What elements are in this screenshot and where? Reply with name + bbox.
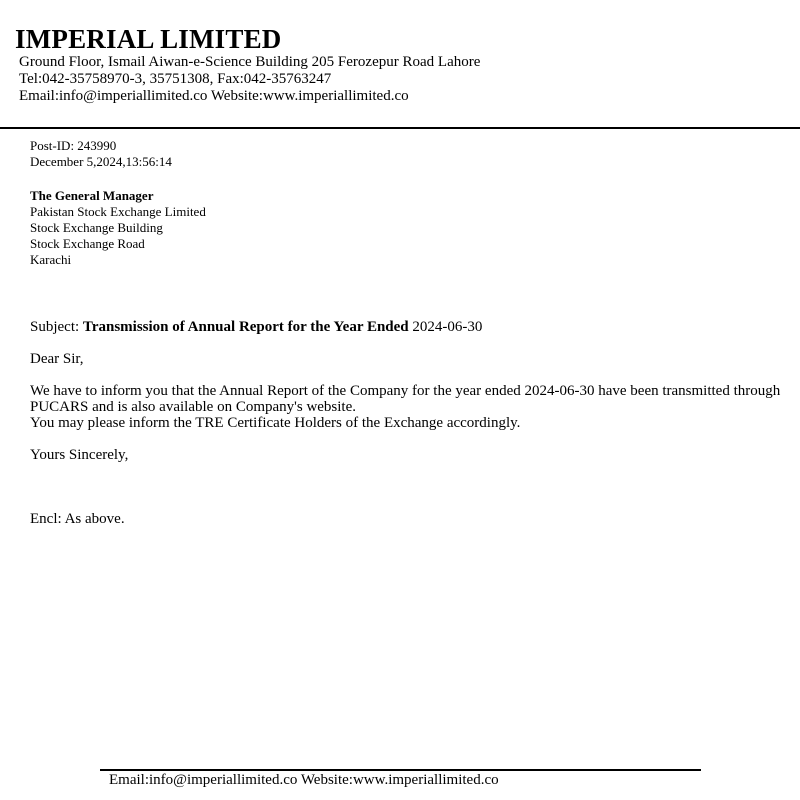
subject-date: 2024-06-30: [408, 319, 483, 335]
recipient-line: Karachi: [30, 252, 72, 267]
post-meta: [30, 138, 172, 170]
letter-body: [30, 383, 780, 431]
subject-label: Subject:: [30, 319, 83, 335]
recipient-line: Stock Exchange Road: [30, 236, 145, 251]
recipient-title: The General Manager: [30, 188, 154, 203]
recipient-line: Pakistan Stock Exchange Limited: [30, 204, 206, 219]
body-line: You may please inform the TRE Certificate Holders of the Exchange accordingly.: [30, 415, 521, 431]
body-line: We have to inform you that the Annual Report of the Company for the year ended 2024-06-30 have been transmitted through: [30, 383, 781, 399]
letterhead-contact: [19, 54, 480, 105]
company-address: Ground Floor, Ismail Aiwan-e-Science Building 205 Ferozepur Road Lahore: [19, 54, 481, 70]
salutation: Dear Sir,: [30, 351, 84, 367]
subject-line: [30, 319, 482, 336]
post-id: Post-ID: 243990: [30, 138, 117, 153]
enclosure: Encl: As above.: [30, 511, 125, 527]
recipient-line: Stock Exchange Building: [30, 220, 163, 235]
post-datetime: December 5,2024,13:56:14: [30, 154, 172, 169]
body-line: PUCARS and is also available on Company's website.: [30, 399, 357, 415]
company-name: IMPERIAL LIMITED: [15, 24, 282, 54]
header-divider: [0, 127, 800, 129]
footer-divider: [100, 769, 701, 771]
closing: Yours Sincerely,: [30, 447, 129, 463]
subject-title: Transmission of Annual Report for the Year Ended: [82, 319, 409, 335]
recipient-block: [30, 188, 206, 268]
footer-email-website: Email:info@imperiallimited.co Website:www.imperiallimited.co: [109, 772, 499, 788]
company-email-website: Email:info@imperiallimited.co Website:www.imperiallimited.co: [19, 88, 409, 104]
company-phone-fax: Tel:042-35758970-3, 35751308, Fax:042-35763247: [19, 71, 332, 87]
